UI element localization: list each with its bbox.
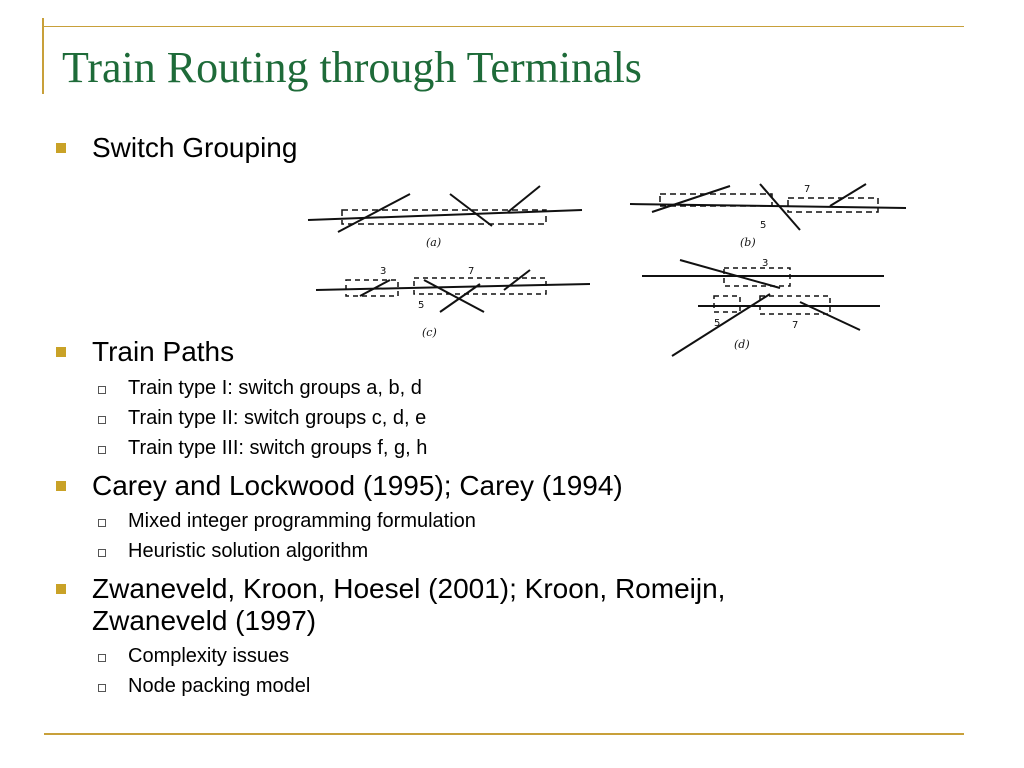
label-c-7: 7 (468, 266, 475, 277)
bullet-zwaneveld (92, 573, 725, 637)
caption-b: (b) (740, 236, 756, 249)
sub-train-type-2: Train type II: switch groups c, d, e (128, 407, 427, 429)
switch-diagram (300, 176, 910, 362)
label-d-5: 5 (714, 318, 721, 329)
left-rule (42, 18, 44, 94)
label-c-5: 5 (418, 300, 425, 311)
label-b-5: 5 (760, 220, 767, 231)
bullet-zwaneveld-line1: Zwaneveld, Kroon, Hoesel (2001); Kroon, Romeijn, (92, 573, 726, 604)
bullet-train-paths: Train Paths (92, 336, 235, 367)
caption-c: (c) (422, 326, 437, 339)
label-b-7: 7 (804, 184, 811, 195)
diagram-a (308, 186, 582, 232)
sub-complexity: Complexity issues (128, 645, 290, 667)
sub-heuristic: Heuristic solution algorithm (128, 540, 369, 562)
diagram-c (316, 270, 590, 312)
bullet-carey: Carey and Lockwood (1995); Carey (1994) (92, 470, 623, 501)
sub-train-type-1: Train type I: switch groups a, b, d (128, 377, 422, 399)
diagram-d (642, 260, 884, 356)
slide-title: Train Routing through Terminals (62, 43, 642, 92)
label-d-7: 7 (792, 320, 799, 331)
sub-mip-formulation: Mixed integer programming formulation (128, 510, 476, 532)
caption-d: (d) (734, 338, 750, 351)
caption-a: (a) (426, 236, 442, 249)
switch-grouping-figure (300, 176, 910, 362)
top-rule (44, 26, 964, 27)
bottom-rule (44, 733, 964, 735)
bullet-switch-grouping: Switch Grouping (92, 132, 298, 163)
sub-node-packing: Node packing model (128, 675, 311, 697)
label-c-3: 3 (380, 266, 387, 277)
bullet-zwaneveld-line2: Zwaneveld (1997) (92, 605, 317, 636)
diagram-b (630, 184, 906, 230)
sub-train-type-3: Train type III: switch groups f, g, h (128, 437, 428, 459)
label-d-3: 3 (762, 258, 769, 269)
